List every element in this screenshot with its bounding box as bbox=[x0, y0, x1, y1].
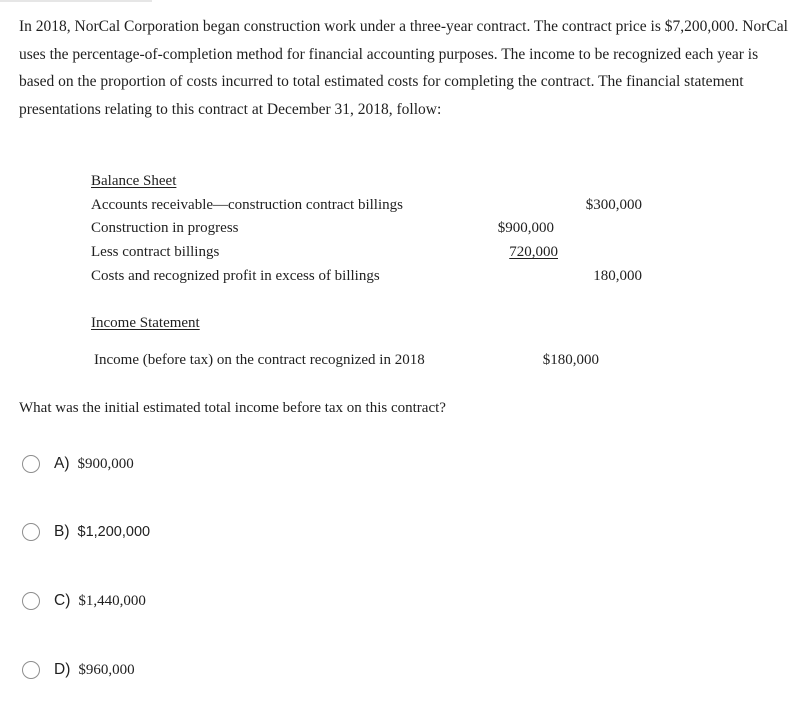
choice-d-letter: D) bbox=[54, 661, 71, 678]
radio-button-c[interactable] bbox=[22, 592, 40, 610]
income-statement-row-value: $180,000 bbox=[542, 352, 599, 368]
choice-b-value: $1,200,000 bbox=[77, 524, 151, 540]
top-divider bbox=[0, 0, 152, 2]
choice-a[interactable] bbox=[22, 452, 134, 476]
bs-row-accounts-receivable-value: $300,000 bbox=[585, 197, 642, 213]
balance-sheet-heading: Balance Sheet bbox=[91, 173, 177, 189]
income-statement-heading: Income Statement bbox=[91, 315, 200, 331]
choice-c-letter: C) bbox=[54, 592, 71, 609]
bs-row-construction-in-progress-value: $900,000 bbox=[497, 220, 554, 236]
choice-c-value: $1,440,000 bbox=[78, 592, 146, 609]
bs-row-accounts-receivable-label: Accounts receivable—construction contract billings bbox=[91, 197, 403, 213]
choice-b[interactable] bbox=[22, 520, 150, 544]
question-text: What was the initial estimated total income before tax on this contract? bbox=[19, 400, 446, 416]
choice-b-letter: B) bbox=[54, 523, 70, 540]
choice-d-value: $960,000 bbox=[78, 661, 135, 678]
radio-button-b[interactable] bbox=[22, 523, 40, 541]
choice-a-value: $900,000 bbox=[77, 455, 134, 472]
radio-button-d[interactable] bbox=[22, 661, 40, 679]
bs-row-construction-in-progress-label: Construction in progress bbox=[91, 220, 239, 236]
bs-row-less-contract-billings-value bbox=[474, 243, 558, 261]
problem-statement: In 2018, NorCal Corporation began construction work under a three-year contract. The contract price is $7,200,000. NorCal uses the percentage-of-completion method for financial accounting purposes. The income to be recognized each year is based on the proportion of costs incurred to total estimated costs for completing the contract. The financial statement presentations relating to this contract at December 31, 2018, follow: bbox=[19, 18, 788, 119]
choice-a-letter: A) bbox=[54, 455, 70, 472]
bs-row-less-contract-billings-label: Less contract billings bbox=[91, 244, 220, 260]
choice-d[interactable] bbox=[22, 658, 135, 682]
underlined-amount: 720,000 bbox=[509, 244, 558, 260]
bs-row-costs-in-excess-value: 180,000 bbox=[593, 268, 642, 284]
choice-c[interactable] bbox=[22, 589, 146, 613]
bs-row-costs-in-excess-label: Costs and recognized profit in excess of billings bbox=[91, 268, 380, 284]
income-statement-row-label: Income (before tax) on the contract recognized in 2018 bbox=[94, 352, 425, 368]
radio-button-a[interactable] bbox=[22, 455, 40, 473]
